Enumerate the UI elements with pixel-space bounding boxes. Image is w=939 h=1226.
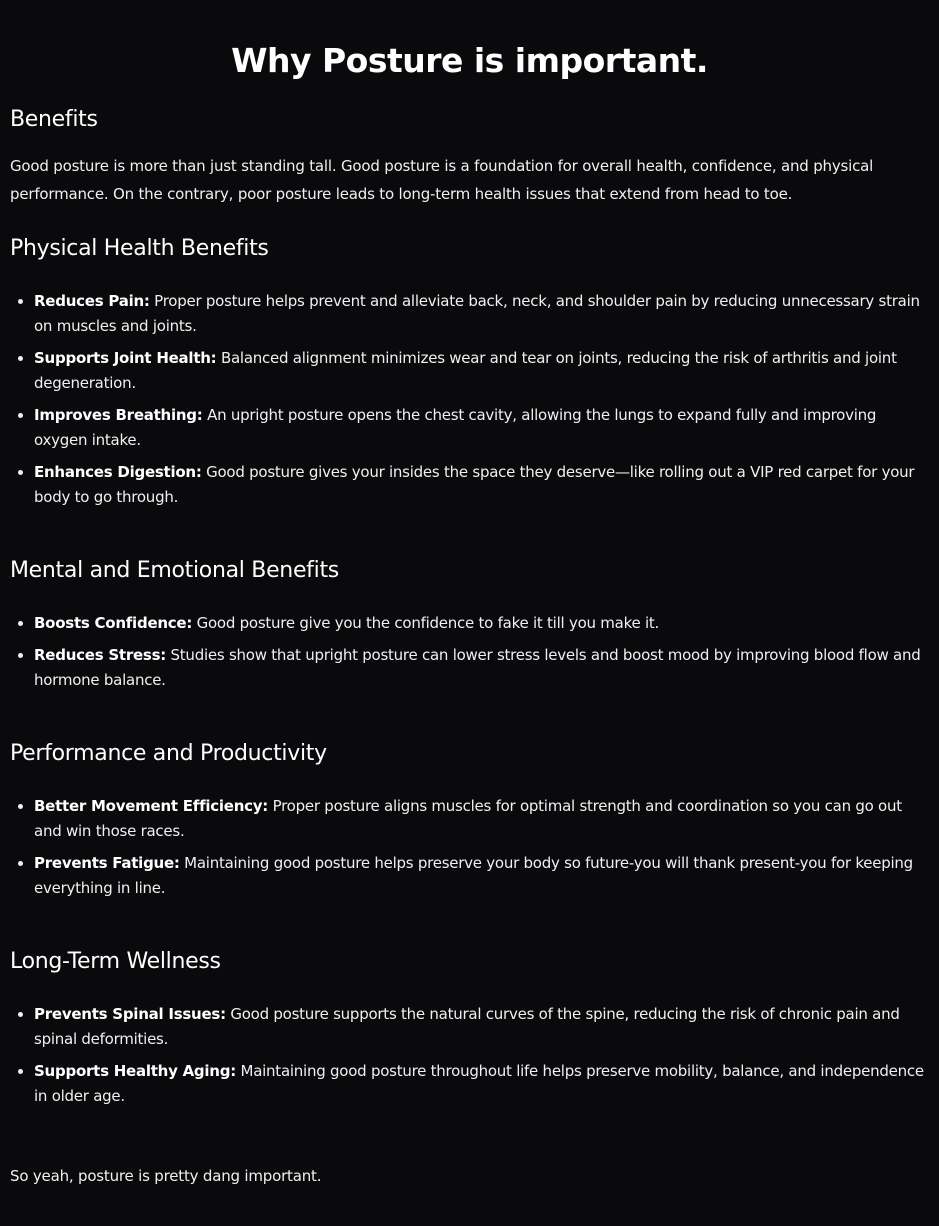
item-term: Boosts Confidence:: [34, 614, 193, 632]
item-term: Enhances Digestion:: [34, 463, 202, 481]
item-text: Maintaining good posture helps preserve your body so future-you will thank present-you for keeping everything in line.: [34, 854, 913, 897]
list-item: [34, 289, 929, 339]
item-text: Proper posture aligns muscles for optimal strength and coordination so you can go out and win those races.: [34, 797, 902, 840]
benefits-heading: Benefits: [10, 107, 98, 132]
item-text: An upright posture opens the chest cavity, allowing the lungs to expand fully and improving oxygen intake.: [34, 406, 877, 449]
item-term: Reduces Pain:: [34, 292, 150, 310]
section-heading-physical: Physical Health Benefits: [10, 236, 269, 261]
item-term: Supports Joint Health:: [34, 349, 217, 367]
list-item: [34, 643, 929, 693]
list-item: [34, 611, 929, 636]
item-term: Prevents Spinal Issues:: [34, 1005, 226, 1023]
list-item: [34, 851, 929, 901]
section-heading-mental: Mental and Emotional Benefits: [10, 558, 339, 583]
mental-benefits-list: [10, 611, 929, 693]
section-heading-wellness: Long-Term Wellness: [10, 949, 221, 974]
item-text: Studies show that upright posture can lower stress levels and boost mood by improving blood flow and hormone balance.: [34, 646, 921, 689]
item-text: Balanced alignment minimizes wear and tear on joints, reducing the risk of arthritis and joint degeneration.: [34, 349, 897, 392]
list-item: [34, 794, 929, 844]
list-item: [34, 346, 929, 396]
item-text: Good posture gives your insides the space they deserve—like rolling out a VIP red carpet for your body to go through.: [34, 463, 915, 506]
item-text: Good posture give you the confidence to fake it till you make it.: [192, 614, 660, 632]
list-item: [34, 460, 929, 510]
physical-benefits-list: [10, 289, 929, 510]
benefits-intro: Good posture is more than just standing tall. Good posture is a foundation for overall health, confidence, and physical performance. On the contrary, poor posture leads to long-term health issues that extend from head to toe.: [10, 157, 874, 203]
wellness-benefits-list: [10, 1002, 929, 1109]
list-item: [34, 1002, 929, 1052]
page-title: Why Posture is important.: [231, 41, 708, 80]
item-term: Prevents Fatigue:: [34, 854, 180, 872]
closing-text: So yeah, posture is pretty dang important.: [10, 1167, 322, 1185]
item-term: Improves Breathing:: [34, 406, 203, 424]
item-term: Better Movement Efficiency:: [34, 797, 269, 815]
item-term: Supports Healthy Aging:: [34, 1062, 236, 1080]
section-heading-performance: Performance and Productivity: [10, 741, 327, 766]
item-term: Reduces Stress:: [34, 646, 167, 664]
performance-benefits-list: [10, 794, 929, 901]
item-text: Good posture supports the natural curves of the spine, reducing the risk of chronic pain and spinal deformities.: [34, 1005, 900, 1048]
list-item: [34, 403, 929, 453]
list-item: [34, 1059, 929, 1109]
item-text: Proper posture helps prevent and alleviate back, neck, and shoulder pain by reducing unnecessary strain on muscles and joints.: [34, 292, 920, 335]
item-text: Maintaining good posture throughout life helps preserve mobility, balance, and independence in older age.: [34, 1062, 924, 1105]
